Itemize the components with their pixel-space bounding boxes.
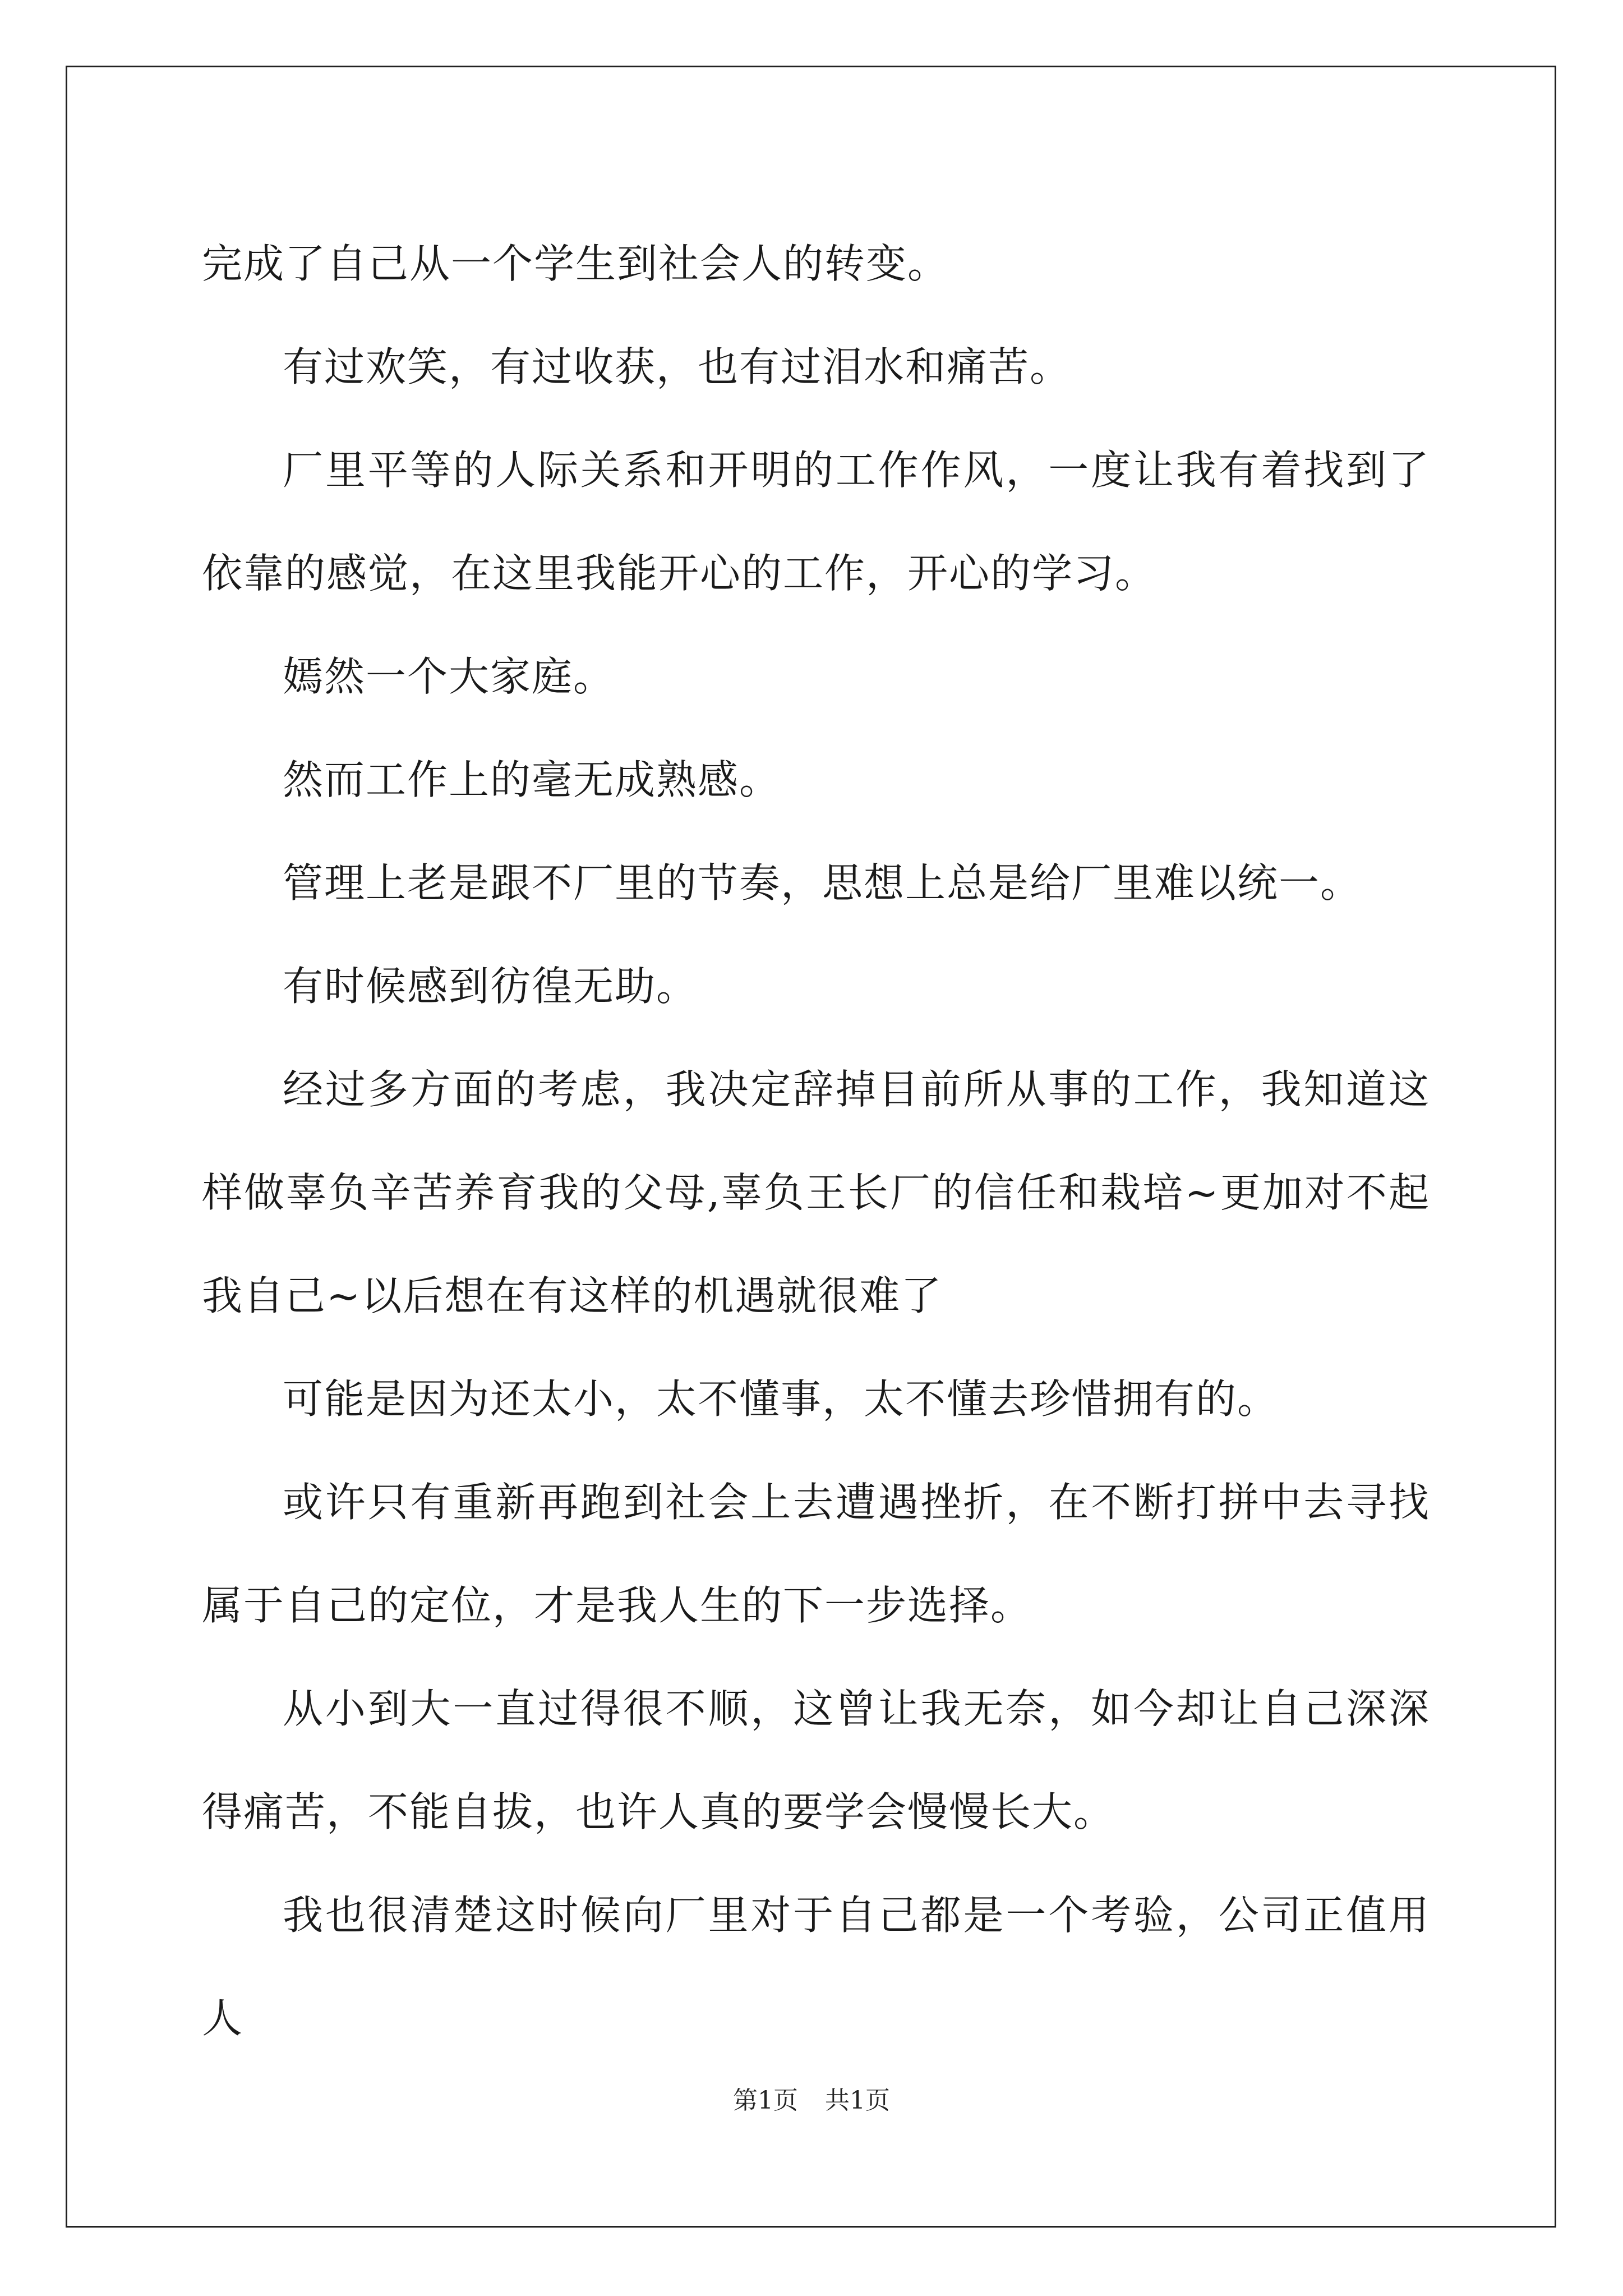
page-number: 第1页 (733, 2086, 798, 2115)
paragraph: 经过多方面的考虑，我决定辞掉目前所从事的工作，我知道这样做辜负辛苦养育我的父母,辜负王长厂的信任和栽培~更加对不起我自己~以后想在有这样的机遇就很难了 (202, 1066, 1430, 1319)
paragraph: 有时候感到彷徨无助。 (283, 963, 698, 1010)
paragraph: 或许只有重新再跑到社会上去遭遇挫折，在不断打拼中去寻找属于自己的定位，才是我人生的下一步选择。 (202, 1479, 1430, 1629)
paragraph: 有过欢笑，有过收获，也有过泪水和痛苦。 (283, 343, 1072, 390)
page-total: 共1页 (825, 2086, 890, 2115)
page-footer (0, 2080, 1623, 2116)
paragraph: 厂里平等的人际关系和开明的工作作风，一度让我有着找到了依靠的感觉，在这里我能开心的工作，开心的学习。 (202, 447, 1430, 597)
paragraph: 嫣然一个大家庭。 (283, 653, 615, 700)
paragraph: 然而工作上的毫无成熟感。 (283, 756, 781, 803)
paragraph: 可能是因为还太小，太不懂事，太不懂去珍惜拥有的。 (283, 1375, 1279, 1423)
paragraph: 完成了自己从一个学生到社会人的转变。 (202, 240, 949, 287)
paragraph: 从小到大一直过得很不顺，这曾让我无奈，如今却让自己深深得痛苦，不能自拔，也许人真的要学会慢慢长大。 (202, 1685, 1430, 1835)
document-body (202, 212, 1430, 2070)
paragraph: 我也很清楚这时候向厂里对于自己都是一个考验，公司正值用人 (202, 1892, 1430, 2042)
paragraph: 管理上老是跟不厂里的节奏，思想上总是给厂里难以统一。 (283, 859, 1362, 907)
